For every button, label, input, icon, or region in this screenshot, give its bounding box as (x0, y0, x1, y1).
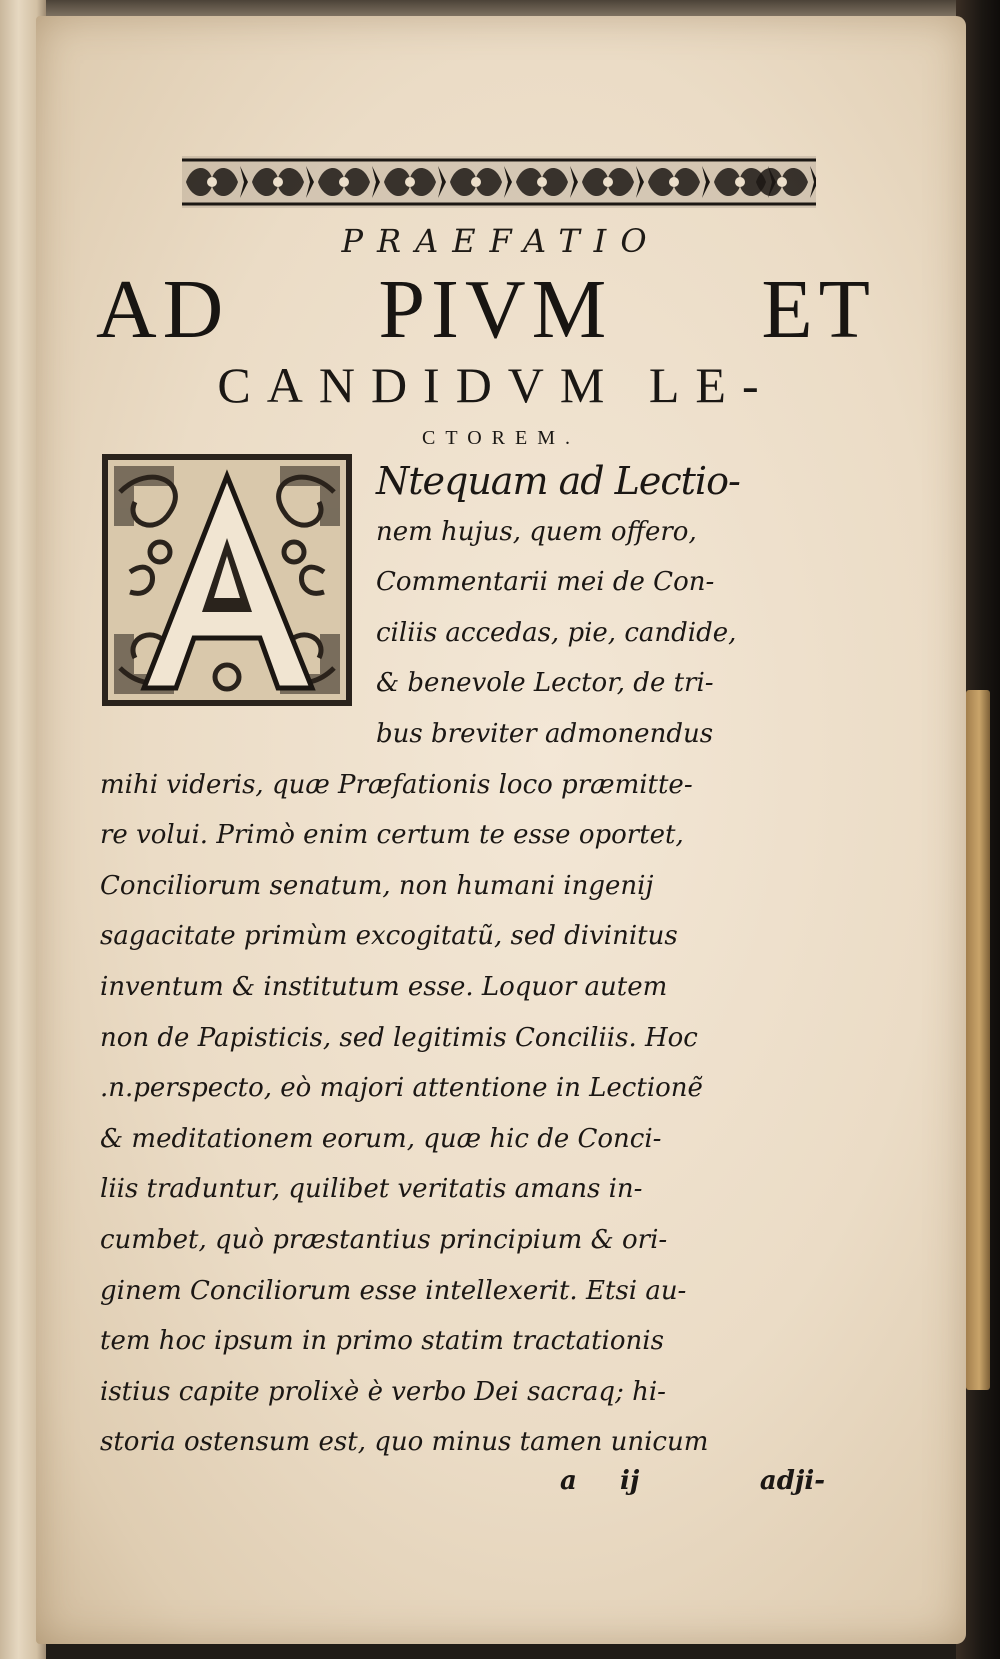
heading-title-line-1: AD PIVM ET (96, 263, 876, 356)
body-line: bus breviter admonendus (376, 718, 714, 749)
body-line: ciliis accedas, pie, candide, (376, 617, 737, 648)
body-line: tem hoc ipsum in primo statim tractationis (100, 1326, 664, 1357)
heading-title-line-3: CTOREM. (422, 427, 580, 449)
body-line: re volui. Primò enim certum te esse oportet, (100, 820, 684, 851)
body-line: istius capite prolixè è verbo Dei sacraq; hi- (100, 1376, 666, 1407)
body-line: nem hujus, quem offero, (376, 516, 697, 547)
body-line: liis traduntur, quilibet veritatis amans in- (100, 1174, 643, 1205)
page-footer (100, 1466, 825, 1506)
body-line: sagacitate primùm excogitatũ, sed divinitus (100, 921, 678, 952)
body-line: cumbet, quò præstantius principium & ori- (100, 1224, 668, 1255)
body-line: ginem Conciliorum esse intellexerit. Etsi au- (100, 1275, 687, 1306)
heading-title-line-2: CANDIDVM LE- (217, 357, 775, 413)
body-line: mihi videris, quæ Præfationis loco præmitte- (100, 769, 693, 800)
body-line: & benevole Lector, de tri- (376, 668, 714, 699)
headpiece-ornament-icon (182, 152, 816, 212)
body-line: Conciliorum senatum, non humani ingenij (100, 870, 654, 901)
body-line: storia ostensum est, quo minus tamen unicum (100, 1427, 709, 1458)
body-text (100, 456, 825, 1468)
body-line: .n.perspecto, eò majori attentione in Lectionẽ (100, 1073, 703, 1104)
book-page (36, 16, 966, 1644)
signature-number: ij (620, 1466, 640, 1496)
book-fore-edge-tab (966, 690, 990, 1390)
catchword: adji- (759, 1466, 825, 1496)
body-line: & meditationem eorum, quæ hic de Conci- (100, 1123, 662, 1154)
body-line: Ntequam ad Lectio- (376, 459, 740, 503)
body-line: non de Papisticis, sed legitimis Conciliis. Hoc (100, 1022, 698, 1053)
body-line: Commentarii mei de Con- (376, 567, 715, 598)
body-line: inventum & institutum esse. Loquor autem (100, 971, 668, 1002)
signature-mark: a (560, 1466, 577, 1496)
heading-praefatio: PRAEFATIO (341, 222, 661, 260)
